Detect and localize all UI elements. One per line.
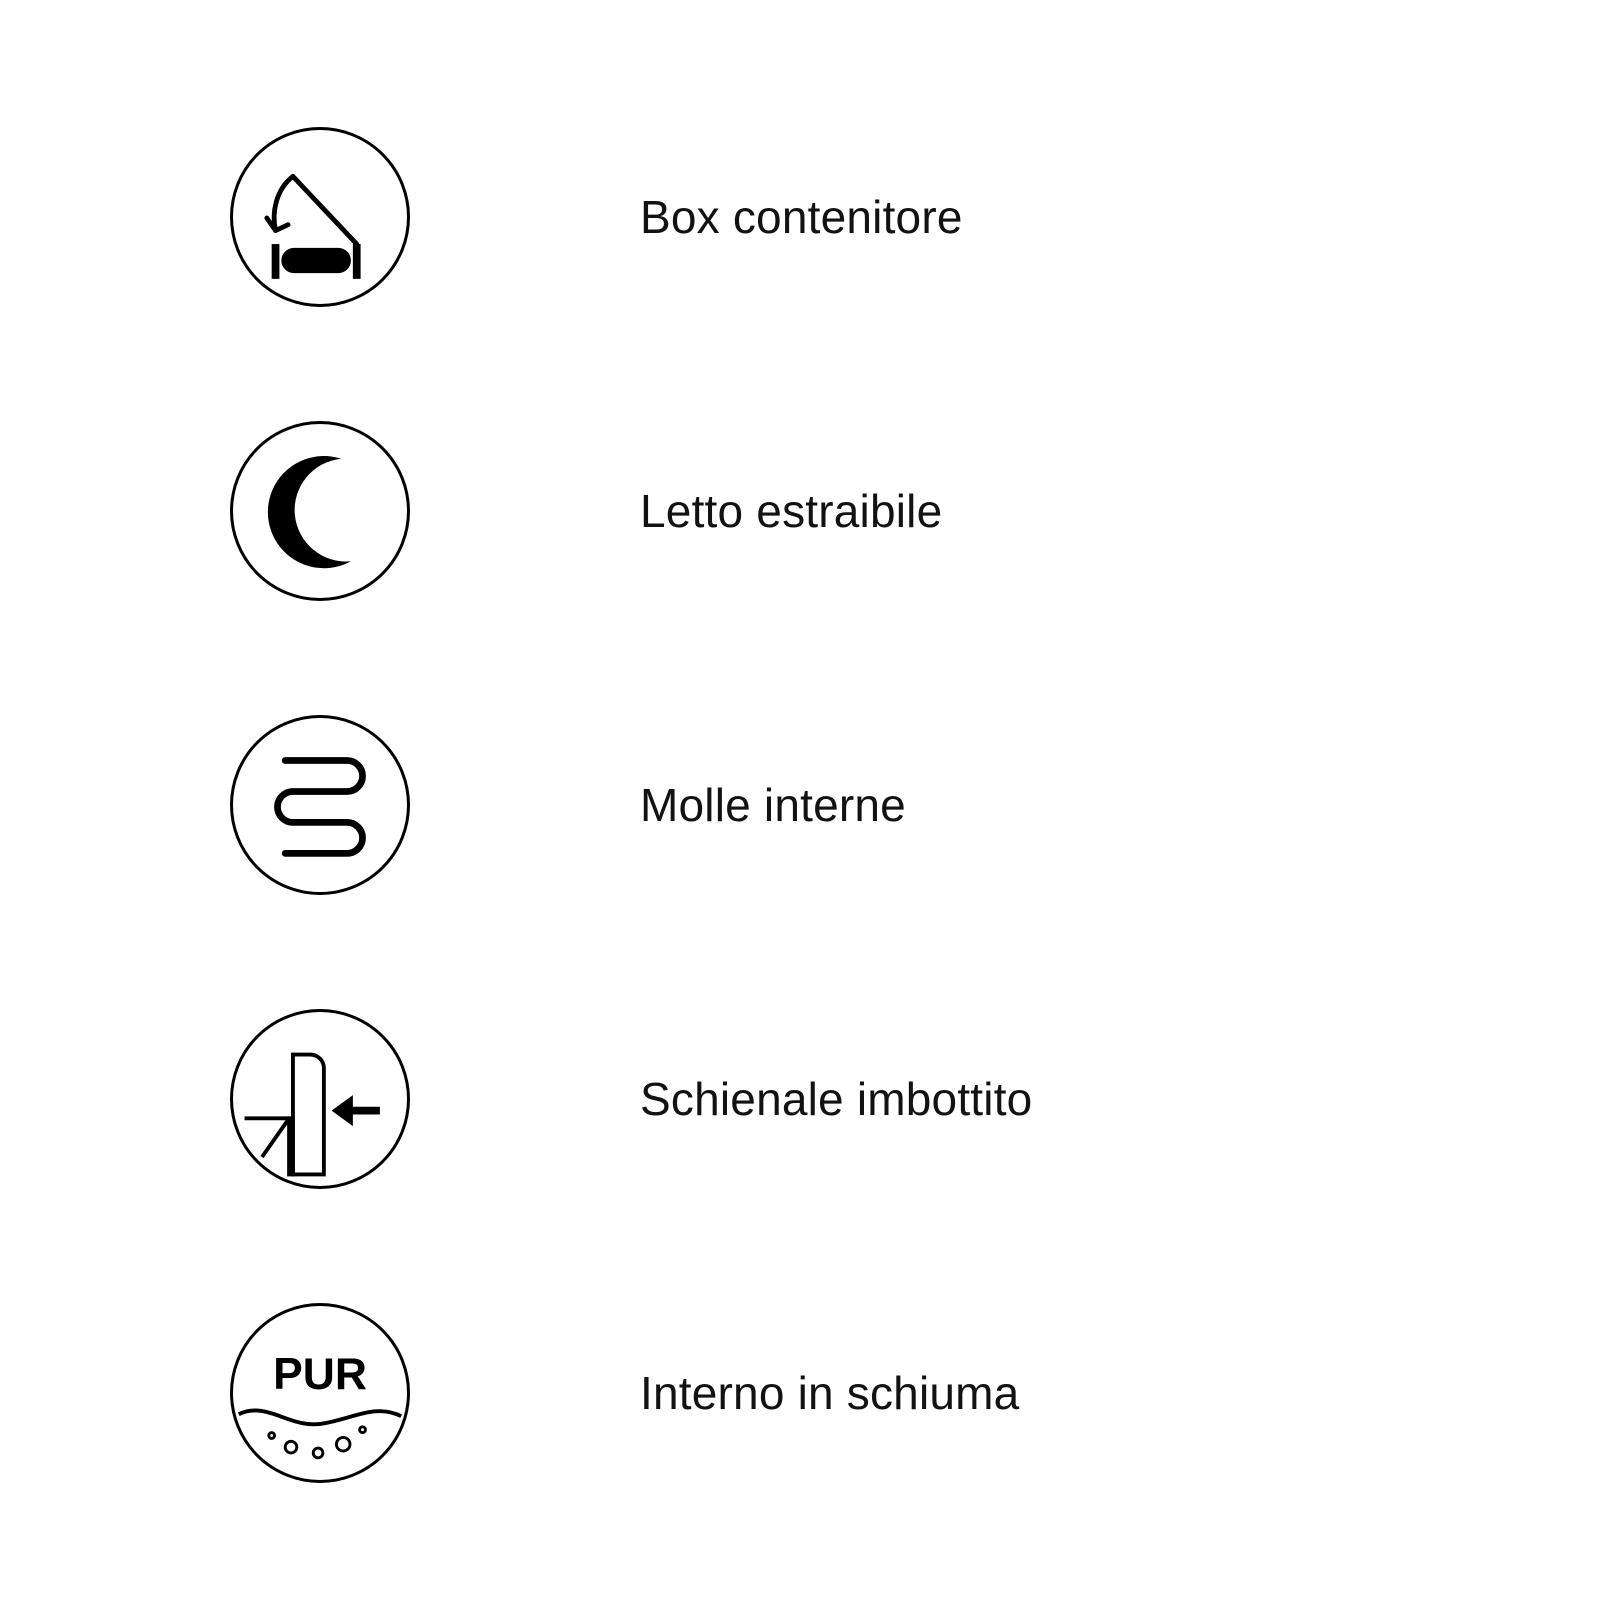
icon-cell <box>0 1009 640 1189</box>
icon-cell <box>0 421 640 601</box>
pur-foam-icon <box>230 1303 410 1483</box>
list-item <box>0 364 1600 658</box>
icon-cell <box>0 715 640 895</box>
pur-badge-text: PUR <box>273 1350 367 1400</box>
padded-backrest-arrow-icon <box>230 1009 410 1189</box>
serpentine-spring-icon <box>230 715 410 895</box>
icon-cell <box>0 1303 640 1483</box>
feature-label: Letto estraibile <box>640 485 943 537</box>
feature-label: Box contenitore <box>640 191 963 243</box>
list-item <box>0 658 1600 952</box>
feature-label: Schienale imbottito <box>640 1073 1033 1125</box>
list-item <box>0 70 1600 364</box>
list-item <box>0 1246 1600 1540</box>
crescent-moon-icon <box>230 421 410 601</box>
storage-box-icon <box>230 127 410 307</box>
list-item <box>0 952 1600 1246</box>
icon-cell <box>0 127 640 307</box>
feature-label: Interno in schiuma <box>640 1367 1020 1419</box>
feature-label: Molle interne <box>640 779 906 831</box>
